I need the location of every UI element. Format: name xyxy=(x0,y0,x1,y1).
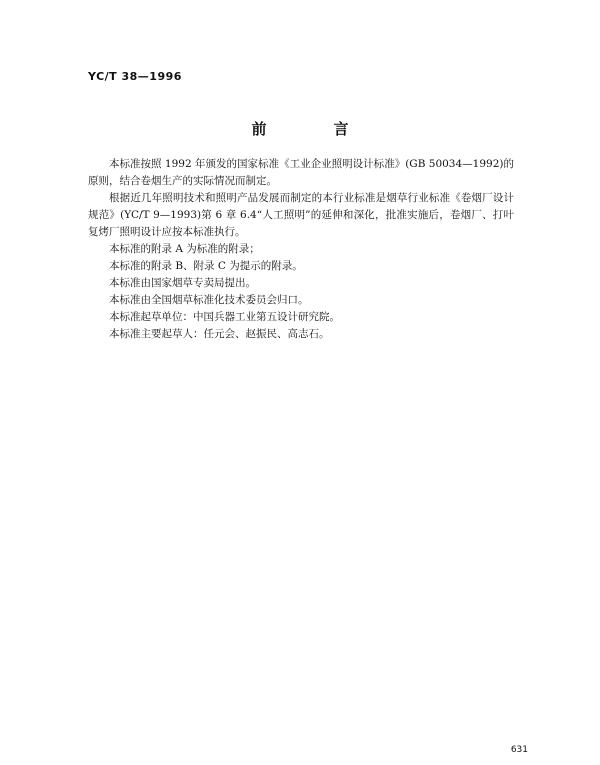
paragraph: 本标准按照 1992 年颁发的国家标准《工业企业照明设计标准》(GB 50034—1992)的原则，结合卷烟生产的实际情况而制定。 xyxy=(88,158,514,187)
paragraph: 本标准的附录 B、附录 C 为提示的附录。 xyxy=(109,260,303,272)
page-number: 631 xyxy=(510,745,528,755)
paragraph: 根据近几年照明技术和照明产品发展而制定的本行业标准是烟草行业标准《卷烟厂设计规范》(YC/T 9—1993)第 6 章 6.4“人工照明”的延伸和深化，批准实施后，卷烟厂、打叶复烤厂照明设计应按本标准执行。 xyxy=(88,192,514,238)
page-title: 前 言 xyxy=(251,120,375,138)
paragraph: 本标准主要起草人：任元会、赵振民、高志石。 xyxy=(109,328,330,340)
foreword-body xyxy=(88,156,514,343)
paragraph: 本标准由全国烟草标准化技术委员会归口。 xyxy=(109,294,309,306)
standard-code: YC/T 38—1996 xyxy=(88,70,182,83)
paragraph: 本标准由国家烟草专卖局提出。 xyxy=(109,277,256,289)
paragraph: 本标准的附录 A 为标准的附录； xyxy=(109,243,260,255)
paragraph: 本标准起草单位：中国兵器工业第五设计研究院。 xyxy=(109,311,340,323)
